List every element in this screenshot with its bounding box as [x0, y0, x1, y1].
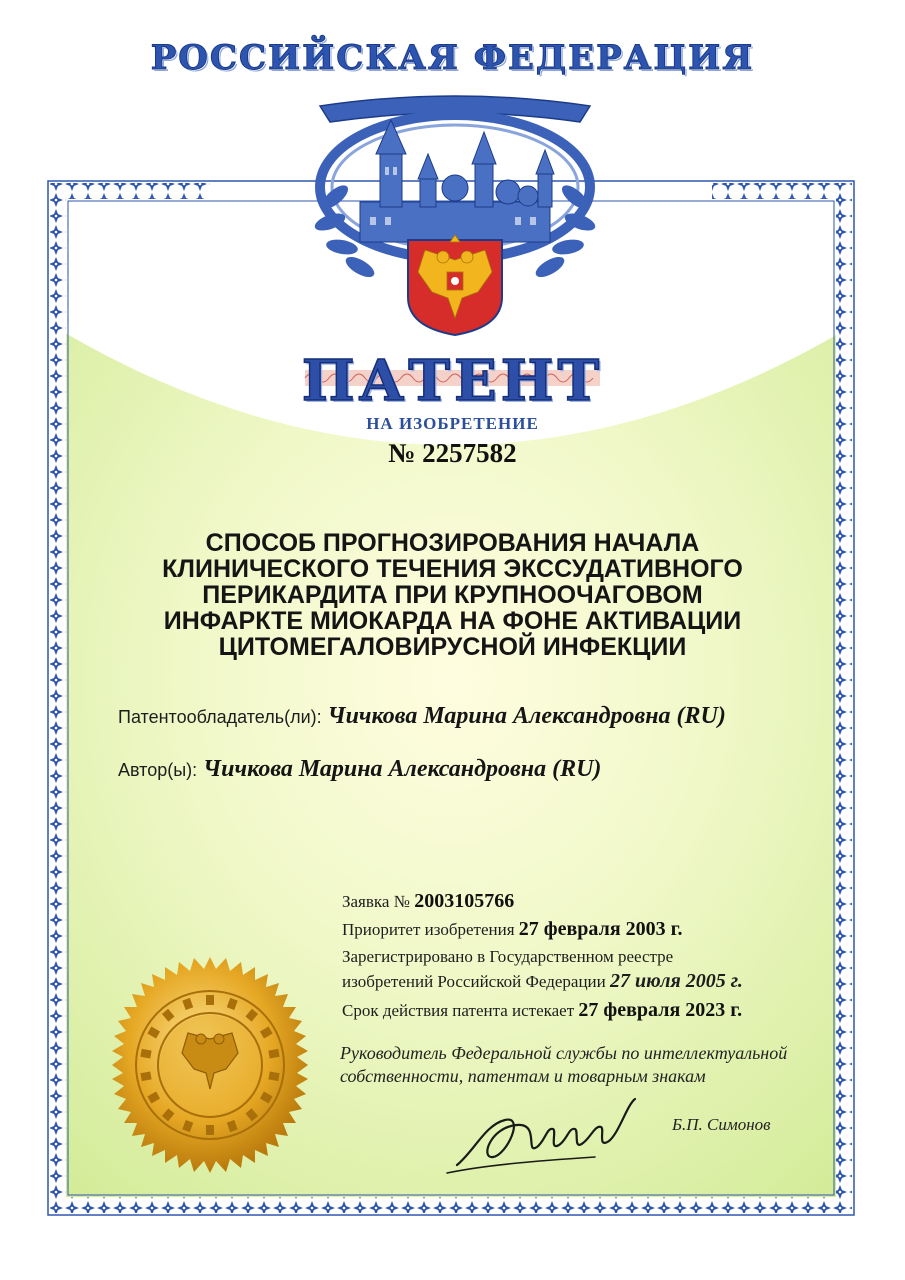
holder-name: Чичкова Марина Александровна (RU) — [327, 703, 726, 729]
invention-title — [130, 530, 775, 660]
official-title-line: Руководитель Федеральной службы по интеллектуальной — [340, 1043, 788, 1063]
state-emblem-icon — [300, 92, 610, 337]
gold-seal-icon — [100, 955, 320, 1175]
country-name: РОССИЙСКАЯ ФЕДЕРАЦИЯ — [150, 38, 755, 78]
priority-date: 27 февраля 2003 г. — [518, 918, 683, 940]
official-title — [340, 1042, 840, 1088]
validity-label: Срок действия патента истекает — [342, 1001, 575, 1020]
patent-author — [118, 756, 601, 783]
priority-row — [342, 918, 682, 941]
official-title-line: собственности, патентам и товарным знакам — [340, 1066, 706, 1086]
invention-title-line: КЛИНИЧЕСКОГО ТЕЧЕНИЯ ЭКССУДАТИВНОГО — [162, 555, 743, 583]
patent-number: № 2257582 — [388, 438, 517, 468]
registered-date: 27 июля 2005 г. — [610, 970, 743, 992]
patent-kind: НА ИЗОБРЕТЕНИЕ — [366, 414, 539, 433]
author-name: Чичкова Марина Александровна (RU) — [203, 756, 602, 782]
signature-icon — [445, 1095, 645, 1180]
invention-title-line: ИНФАРКТЕ МИОКАРДА НА ФОНЕ АКТИВАЦИИ — [163, 607, 742, 635]
priority-label: Приоритет изобретения — [342, 920, 515, 939]
invention-title-line: ЦИТОМЕГАЛОВИРУСНОЙ ИНФЕКЦИИ — [218, 633, 687, 661]
application-number: 2003105766 — [414, 890, 515, 912]
validity-row — [342, 999, 742, 1022]
invention-title-line: СПОСОБ ПРОГНОЗИРОВАНИЯ НАЧАЛА — [205, 529, 700, 557]
registered-row — [342, 970, 743, 993]
registered-label: изобретений Российской Федерации — [342, 972, 606, 991]
official-name: Б.П. Симонов — [672, 1115, 771, 1134]
author-label: Автор(ы): — [118, 760, 198, 780]
holder-label: Патентообладатель(ли): — [118, 707, 322, 727]
application-number-row — [342, 890, 514, 913]
registered-line-1: Зарегистрировано в Государственном реестре — [342, 947, 674, 966]
invention-title-line: ПЕРИКАРДИТА ПРИ КРУПНООЧАГОВОМ — [202, 581, 703, 609]
patent-holder — [118, 703, 726, 730]
validity-date: 27 февраля 2023 г. — [578, 999, 743, 1021]
document-type-title: ПАТЕНТ — [301, 348, 604, 414]
application-label: Заявка № — [342, 892, 410, 911]
